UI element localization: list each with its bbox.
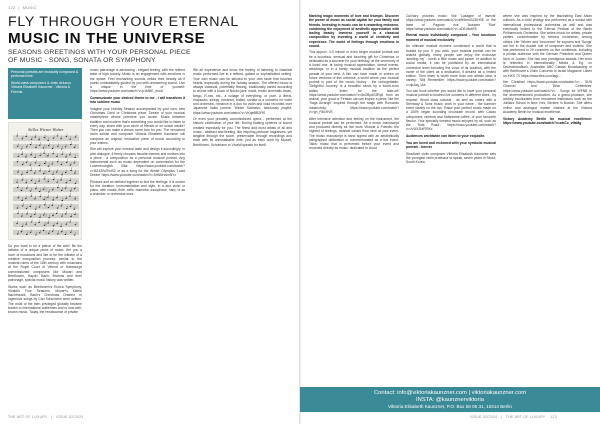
left-column-2: [90, 68, 185, 199]
right-col3-closing: [503, 117, 592, 126]
note-head: [21, 200, 23, 201]
right-page-footer: ISSUE 02/2024 | THE ART OF LUXURY 123: [470, 415, 557, 419]
note-head: [61, 200, 63, 201]
left-footer-title: THE ART OF LUXURY: [8, 415, 48, 419]
note-head: [30, 216, 32, 217]
note-head: [73, 162, 75, 163]
note-head: [48, 233, 50, 234]
left-col2-p2: Imagine your Holiday Season accompanied by your own, new Christmas Carol or Christmas piece. Dream of your musical masterpiece whose premiere you curate. Music between tradition and modern that's something you would like to listen to every day, share with your circle of friends or on social media? Then you can make a dream come true for you. The renowned violin soloist and composer Viktoria Elisabeth Kaunzner will compose an original, innovative piece of music according to your wishes.: [90, 106, 185, 145]
right-col1-p2: After intensive attention and feeling on the instrument, the musical portrait can be performed. As a music manuscript and produced directly as live work Viktoria & Friends: the highest of feelings, musical values from rank at your event. The music manuscript is hand signed with an aesthetically calligraphed dedication or commemorated as a live event. Talks: music that is performed before your event and recorded directly as music: dedicated to cloud: [309, 116, 399, 151]
left-page-footer: THE ART OF LUXURY | ISSUE 02/2024: [8, 415, 84, 419]
right-footer-issue: ISSUE 02/2024: [470, 415, 498, 419]
note-head: [30, 196, 32, 197]
note-head: [74, 188, 76, 189]
note-head: [17, 187, 19, 188]
staff: [13, 228, 79, 236]
note-head: [65, 172, 67, 173]
note-head: [69, 221, 71, 222]
note-head: [35, 234, 37, 235]
right-col3-p1: where she was inspired by the fascinating East Asian cultures. As a child prodigy she performed as a soloist with international professional orchestras as well and was eventually invited to the Eternal Festival of the Berlin Philharmonic Orchestra. She writes music for artists, private parties, concertmaster by famous orchestras, among others. Her 'Winter' and 'Innocence' for soprano and 'Songs' are her in the double role of composer and violinist. She has performed in 29 countries on five continents, including a private audience with the German President and Queen Noor of Jordan. She has won prestigious awards. Her work is reflected in internationally Media & Eg. on Deutschlandfunk, Australian ABC Classic Broadcasting or with Beethoven's Violin Concerto in Israel Magazine Listen on KiKS TV https://www.tfes.com/tag/...: [503, 14, 592, 78]
note-head: [34, 157, 36, 158]
note-head: [30, 190, 32, 191]
note-head: [35, 188, 37, 189]
note-head: [38, 139, 40, 140]
note-head: [44, 137, 46, 138]
note-head: [43, 215, 45, 216]
note-head: [16, 223, 18, 224]
staff: [13, 219, 79, 227]
note-head: [17, 213, 19, 214]
note-head: [38, 222, 40, 223]
note-head: [35, 209, 37, 210]
contact-bar: [300, 387, 600, 412]
note-head: [29, 206, 31, 207]
note-head: [31, 139, 33, 140]
note-head: [70, 216, 72, 217]
left-column-3: [193, 68, 292, 149]
note-head: [47, 223, 49, 224]
right-col2-p4: Stradivari violin composer Viktoria Elisabeth Kaunzner sets the youngest violin professor to speak, seven years in Seoul, South Korea,: [406, 151, 496, 165]
staff: [13, 185, 79, 193]
note-head: [74, 173, 76, 174]
left-col1-p1: Do you want to be a patron of the arts? Be the initiator of a unique piece of music. Are you a lover of musicians and like to be the initiator of a creative composition process, similar to the musical rulers of the 18th century with musicians at the Royal Court of Vienna or Habsburgs commissioned composers like Mozart and Beethoven, Haydn, Bach, Brahms and their patronage, special music history was written.: [8, 244, 82, 282]
note-head: [61, 164, 63, 165]
note-head: [53, 225, 55, 226]
note-head: [29, 165, 31, 166]
headline-line1: FLY THROUGH YOUR ETERNAL: [8, 14, 239, 30]
note-head: [69, 196, 71, 197]
note-head: [34, 198, 36, 199]
sidebar-text-2: World-class composers & violin virtuoso Viktoria Elisabeth Kaunzner - Viktoria & Friends: [11, 81, 71, 94]
note-head: [39, 165, 41, 166]
note-head: [56, 223, 58, 224]
note-head: [44, 204, 46, 205]
note-head: [26, 162, 28, 163]
note-head: [39, 155, 41, 156]
left-col3-p1: We all experience and know the feeling of listening to classical music performed live in a refined, gallant or sophisticated setting. Your own music can be tailored to your own taste that touches hearts, especially during the holiday season. The offered music is always classical, potentially flowing, traditionally varied according to choice with a touch of Nordic jazz, world, exotic cinematic Asian, tango, R-mix, etc., a collage of everything, or pure. A literal, rhapsodic, sleepy, romance, ballad, sonata or a concerto for violin and orchestra, romance in a duo for violin and viola recorded over Japanese haiku poems: 'Winter Sadness', fabulously playful: https://www.youtube.com/watch?v=VKqe6fB2Ff0: [193, 68, 292, 115]
staff: [13, 142, 79, 150]
right-col1-lead-text: Marking magic moments of love and triumph. Discover the power of music as social capital for your family and friends. Investing in music can be a rewarding endeavor, combining the enjoyment of aesthetic appreciation with lasting beauty. Immerse yourself in a classical composition by investing a world of creativity and experience. The world of feelings through emotions in sound.: [309, 14, 399, 48]
right-page-number: 123: [550, 415, 557, 419]
note-head: [39, 170, 41, 171]
note-head: [74, 214, 76, 215]
note-head: [43, 173, 45, 174]
note-head: [52, 200, 54, 201]
note-head: [57, 161, 59, 162]
note-head: [65, 213, 67, 214]
note-head: [25, 224, 27, 225]
note-head: [74, 147, 76, 148]
note-head: [44, 163, 46, 164]
note-head: [39, 145, 41, 146]
note-head: [60, 138, 62, 139]
deck-line1: SEASONS GREETINGS WITH YOUR PERSONAL PIECE: [8, 49, 191, 56]
note-head: [22, 138, 24, 139]
note-head: [56, 135, 58, 136]
note-head: [48, 217, 50, 218]
note-head: [48, 207, 50, 208]
contact-line-address: Viktoria Elisabeth Kaunzner, P.O. Box 58 05 31, 10414 Berlin: [388, 404, 512, 409]
note-head: [70, 190, 72, 191]
left-column-1: [8, 244, 82, 317]
staff: [13, 202, 79, 210]
note-head: [17, 208, 19, 209]
staff: [13, 159, 79, 167]
note-head: [30, 154, 32, 155]
right-col2-subhead-1: [406, 33, 496, 42]
right-column-3: [503, 14, 592, 127]
note-head: [21, 231, 23, 232]
note-head: [66, 208, 68, 209]
note-head: [26, 146, 28, 147]
staff: [13, 210, 79, 218]
note-head: [75, 183, 77, 184]
right-col2-p3: You can book whether you would like to have your personal musical portrait to kindred live concerts in different cities - by request. World class soloists - as well as orders with a Steinway & Sons music: work in your name - the summer event clearly on the top: 'Raise your perfect music made on a 100% vegan sounding chocolate record. with Cacao composers, rainbow and Safarinese coffee, or your favourite flavour. Your specially created music enjoyed by all, such as the 'Side Road': https://www.youtube.com/watch?v=uVUXZIdFIRKc: [406, 89, 496, 132]
note-head: [47, 197, 49, 198]
note-head: [70, 206, 72, 207]
note-head: [73, 209, 75, 210]
right-col2-subhead-1-text: Eternal music individually composed - Your luxurious moment of musical exclusivity: [406, 33, 496, 42]
note-head: [70, 165, 72, 166]
right-col2-subhead-2-text: Audiences worldwide can listen to your exquisite.: [406, 134, 486, 139]
note-head: [57, 233, 59, 234]
staff: [13, 133, 79, 141]
note-head: [74, 234, 76, 235]
note-head: [53, 179, 55, 180]
note-head: [31, 221, 33, 222]
headline-deck: [8, 49, 292, 65]
note-head: [57, 187, 59, 188]
note-head: [61, 174, 63, 175]
teal-sidebar-box: [8, 68, 82, 119]
note-head: [69, 154, 71, 155]
right-col3-closing-text: Victory Academy Berlin for musical excellence: https://www.youtube.com/watch?v=wbCc_vflaMg: [503, 116, 592, 125]
left-col2-p3: She will explore your musical taste and design it accordingly. In joint dialogue, it freely chooses favorite themes and motives into a piece - a composition as a personal musical portrait. Any instrumental such as music dependent on commission for the Luxembourgish Villa: https://www.youtube.com/watch?v=MZ4ZBdTwiS0 or as a song for the Winter Olympics 'Lucid Dream' https://www.youtube.com/watch?v=5nNNrvdmNYc: [90, 147, 185, 177]
note-head: [48, 145, 50, 146]
note-head: [34, 173, 36, 174]
note-head: [65, 146, 67, 147]
sheet-music-image: [8, 122, 82, 240]
right-col2-subhead-2: [406, 134, 496, 138]
note-head: [22, 226, 24, 227]
note-head: [26, 208, 28, 209]
sheet-title: Stilles Wiener Walzer: [28, 127, 64, 132]
page-gutter: [299, 0, 301, 424]
note-head: [70, 144, 72, 145]
note-head: [38, 181, 40, 182]
note-head: [66, 224, 68, 225]
right-col2-p2: An ultimate musical moment condensed a world that is trusted by you. If you wish, your musical portrait can be shared globally, many people can enjoy the exclusive 'sending my' - worth a little music and peace. In addition to social media, it can be published by an international orchestral team including the voice of its creation, with the name of the client as a dedication, if desired as a limited edition. Then when is worth more than one artistic idea: a variety: 'Still Remember' https://www.youtube.com/watch?v=qbJaq_iAa: [406, 44, 496, 87]
sheet-music-drawing: [9, 123, 82, 240]
note-head: [65, 198, 67, 199]
note-head: [70, 170, 72, 171]
note-head: [16, 135, 18, 136]
note-head: [30, 144, 32, 145]
note-head: [39, 217, 41, 218]
note-head: [26, 213, 28, 214]
note-head: [21, 148, 23, 149]
note-head: [70, 232, 72, 233]
note-head: [52, 231, 54, 232]
note-head: [57, 208, 59, 209]
staff: [13, 150, 79, 158]
note-head: [21, 154, 23, 155]
note-head: [47, 155, 49, 156]
right-col3-p2: Her 'Christian' https://www.youtube.com/watch?v=... SUN Channel and 'Dear Celebrities' https://www.youtube.com/watch?v=... Songs for WFNB in the aforementioned production. As a grand-producer, she acutely inculturates from renowned institutions such as the Juilliard School in New York, Berklee in Boston. She offers online and analogue master classes at the Victoria Academy Berlin for musical excellence.: [503, 80, 592, 114]
left-col2-subhead-text: Communicate your desired theme to me - I will transform it into sublime music: [90, 95, 185, 105]
note-head: [43, 189, 45, 190]
note-head: [39, 196, 41, 197]
note-head: [66, 136, 68, 137]
note-head: [65, 234, 67, 235]
note-head: [56, 197, 58, 198]
staff: [13, 176, 79, 184]
sidebar-text-1: Personal portraits are musically composed & performed live:: [11, 70, 79, 79]
left-col2-p1: music patronage is advancing - elegant feeling, with the refined taste of high society. Music is an engagement with emotions in the space. Feel enchanting sounds unfold their beauty as if poetic unmistakably guided by you with unwavering sound. Live a unique in the time of yourself: https://www.youtube.com/watch?v=p1bNtE_eouU: [90, 68, 185, 94]
right-col2-subhead-3: [406, 141, 496, 150]
note-head: [61, 148, 63, 149]
left-page-header: 122 | MUSIC: [8, 5, 37, 10]
left-col2-p4: Phrases and an defined together to find the feelings: it is woven for the duration, instrumentation and style, in a duo violin or piano, with vocals, flute, cello, marimba, saxophone, harp, or as a chamber or orchestral work.: [90, 179, 185, 197]
note-head: [61, 154, 63, 155]
note-head: [56, 182, 58, 183]
note-head: [39, 206, 41, 207]
note-head: [21, 174, 23, 175]
note-head: [74, 157, 76, 158]
note-head: [30, 232, 32, 233]
note-head: [75, 137, 77, 138]
staff: [13, 167, 79, 175]
note-head: [22, 180, 24, 181]
deck-line2: OF MUSIC - SONG, SONATA OR SYMPHONY: [8, 57, 156, 64]
note-head: [34, 183, 36, 184]
note-head: [34, 224, 36, 225]
note-head: [61, 216, 63, 217]
right-column-2: [406, 14, 496, 167]
note-head: [74, 198, 76, 199]
note-head: [43, 147, 45, 148]
note-head: [22, 164, 24, 165]
note-head: [51, 205, 53, 206]
left-page-number: 122: [8, 5, 16, 10]
note-head: [47, 140, 49, 141]
contact-line-email[interactable]: Contact: info@viktoriakaunzner.com | viktoriakaunzner.com: [373, 390, 527, 396]
note-head: [69, 180, 71, 181]
note-head: [52, 148, 54, 149]
staff: [13, 193, 79, 201]
note-head: [30, 170, 32, 171]
note-head: [17, 197, 19, 198]
note-head: [22, 205, 24, 206]
note-head: [56, 213, 58, 214]
right-footer-title: THE ART OF LUXURY: [505, 415, 546, 419]
note-head: [48, 171, 50, 172]
note-head: [48, 166, 50, 167]
note-head: [66, 182, 68, 183]
note-head: [39, 232, 41, 233]
note-head: [61, 205, 63, 206]
left-col3-p2: Or even your privately commissioned opera - performed at the historic celebration of your life. During floating spheres of sound created especially for you. The finest and most artists of all arts music - abstract and fleeting, like inspiring perfume fragrances, yet tangible through the score, preservable through recordings and each with its unmistakable note, just as each work by Mozart, Beethoven, Schumann or Vivaldi speaks for itself.: [193, 117, 292, 147]
note-head: [43, 199, 45, 200]
contact-line-instagram[interactable]: INSTA: @kaunznerviktoria: [416, 397, 484, 403]
note-head: [17, 161, 19, 162]
left-section-label: MUSIC: [22, 5, 37, 10]
note-head: [44, 225, 46, 226]
note-head: [21, 190, 23, 191]
note-head: [17, 146, 19, 147]
note-head: [16, 182, 18, 183]
right-column-1: [309, 14, 399, 153]
left-footer-issue: ISSUE 02/2024: [56, 415, 84, 419]
right-col1-p1: This approx. 3-5 minute or even longer musical portrait can be a luxurious, sensual and touching gift for Christmas or dedicated as a souvenir for your birthday, at the ceremony of a loved one, at loving musical appreciation, formal events, weddings, or in a family musical tradition as the perfect parade of your best. A film can have made or screen on future ventures of this universe, a world where your musical portrait is part of the music history - the unforgettable. 'Delightful Journey' is a beautiful music by a fourth-born artists - listen for the take-off: https://www.youtube.com/watch?v=6nZBydO3Ry8 from an animal, your good or Persian cat can inspire a piece, like the 'Saga Arrangé' inspired through the stage with Romantic melancholy: https://www.youtube.com/watch?v=rgn_F8hXfVE: [309, 50, 399, 114]
note-head: [43, 153, 45, 154]
note-head: [75, 224, 77, 225]
note-head: [48, 191, 50, 192]
right-col2-subhead-3-text: You are loved and reckoned with your symbolic musical portrait - forever: [406, 140, 496, 149]
note-head: [61, 190, 63, 191]
note-head: [25, 182, 27, 183]
note-head: [44, 178, 46, 179]
left-col2-subhead: [90, 96, 185, 105]
note-head: [52, 189, 54, 190]
note-head: [61, 231, 63, 232]
note-head: [31, 180, 33, 181]
left-col1-p2: Works such as Beethoven's Eroica Symphony, Vivaldi's Four Seasons, Mozart's Kleine Nachtmusik, Bach's Christmas Oratorio or ingenious songs by Carl Schumann were written. The most of the then privileged globally became known to international audiences and is now well-known music. Today, the renaissance of private: [8, 284, 82, 315]
note-head: [39, 191, 41, 192]
note-head: [25, 198, 27, 199]
note-head: [57, 146, 59, 147]
note-head: [26, 234, 28, 235]
note-head: [26, 172, 28, 173]
note-head: [17, 172, 19, 173]
note-head: [53, 138, 55, 139]
note-head: [56, 156, 58, 157]
note-head: [26, 188, 28, 189]
note-head: [35, 162, 37, 163]
right-col2-p1: Culinary process music: like 'Lasagne of Insects' https://www.youtube.com/watch?v=aW9nmG23IHSE or the taste of Pagnan rice 'Ausseer Rice' https://www.youtube.com/watch?v=-xDEuIwkF8: [406, 14, 496, 31]
note-head: [35, 147, 37, 148]
note-head: [17, 233, 19, 234]
note-head: [65, 157, 67, 158]
note-head: [34, 214, 36, 215]
note-head: [56, 172, 58, 173]
note-head: [69, 139, 71, 140]
headline-line2: MUSIC IN THE UNIVERSE: [8, 30, 206, 47]
note-head: [66, 162, 68, 163]
note-head: [51, 163, 53, 164]
note-head: [60, 226, 62, 227]
note-head: [47, 181, 49, 182]
note-head: [34, 137, 36, 138]
note-head: [21, 216, 23, 217]
note-head: [52, 153, 54, 154]
note-head: [52, 174, 54, 175]
note-head: [65, 188, 67, 189]
note-head: [60, 180, 62, 181]
note-head: [25, 157, 27, 158]
note-head: [52, 215, 54, 216]
note-head: [25, 136, 27, 137]
right-col1-lead: [309, 14, 399, 48]
note-head: [43, 230, 45, 231]
note-head: [17, 156, 19, 157]
